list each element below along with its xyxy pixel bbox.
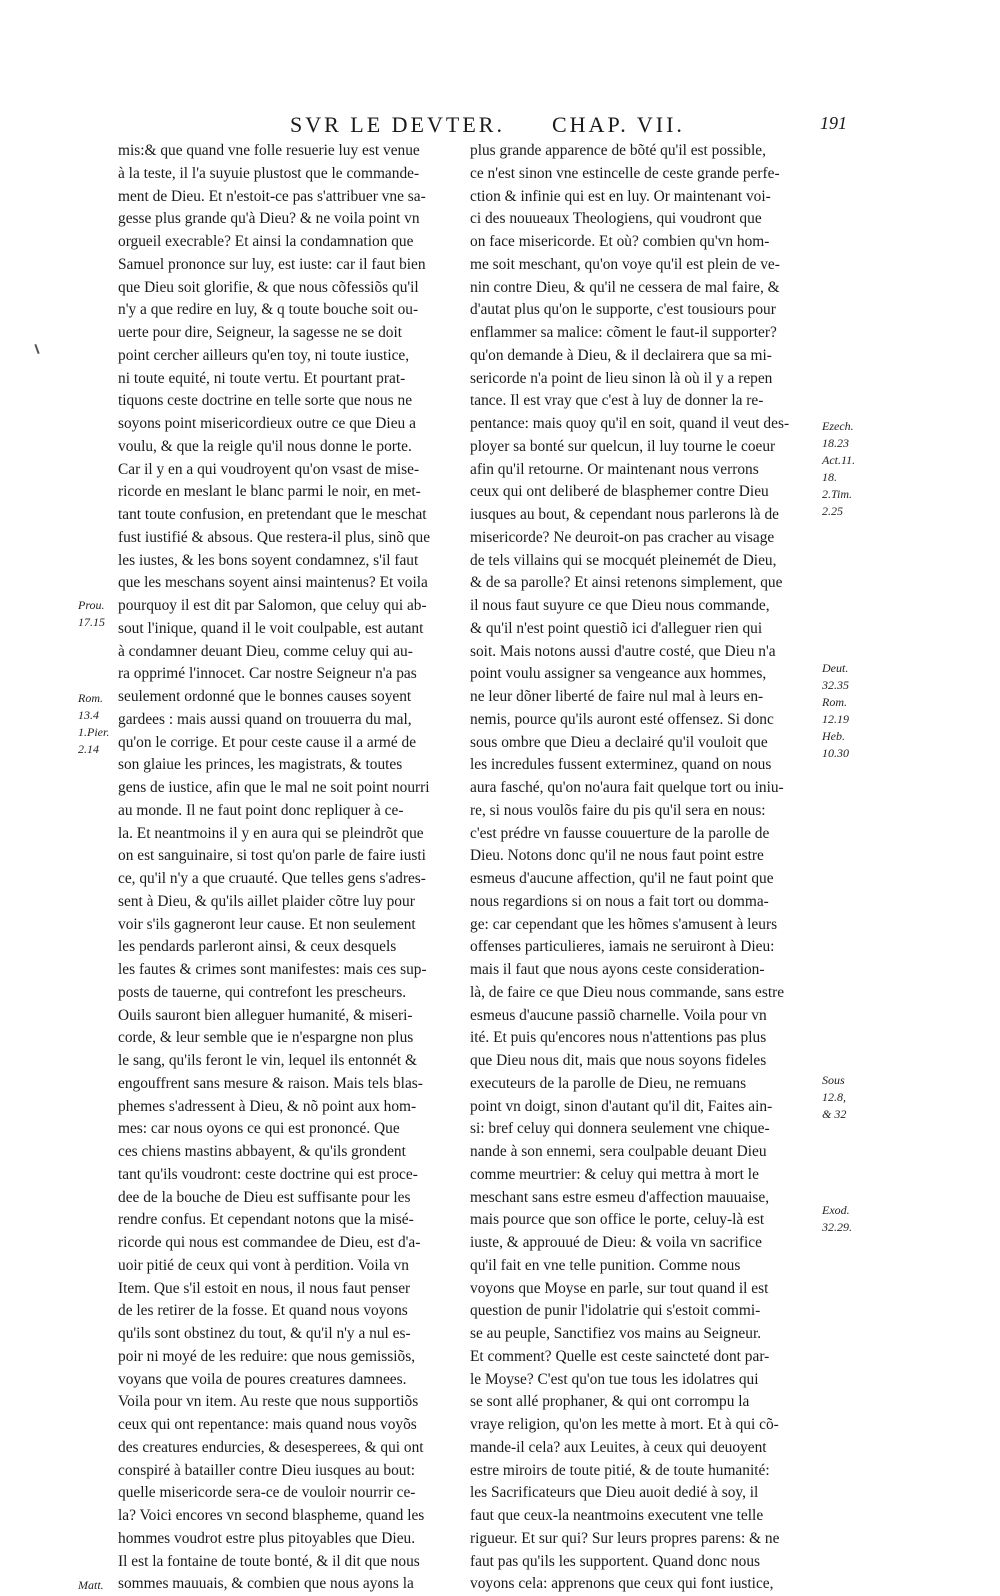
text-line: si: bref celuy qui donnera seulement vne chique- <box>470 1120 770 1138</box>
text-line: des creatures endurcies, & desesperees, & qui ont <box>118 1438 424 1456</box>
text-line: qu'ils sont obstinez du tout, & qu'il n'y a nul es- <box>118 1325 411 1342</box>
text-line: le sang, qu'ils feront le vin, lequel ils entonnét & <box>118 1052 417 1069</box>
text-line: son glaiue les princes, les magistrats, & toutes <box>118 756 403 774</box>
text-line: on face misericorde. Et où? combien qu'vn hom- <box>470 233 770 250</box>
margin-note-line: 32.35 <box>822 678 849 692</box>
text-line: les iustes, & les bons soyent condamnez, s'il faut <box>118 551 419 569</box>
pen-mark <box>34 344 39 354</box>
margin-note-line: Deut. <box>822 661 849 675</box>
text-line: les pendards parleront ainsi, & ceux desquels <box>118 938 397 956</box>
text-line: que les meschans soyent ainsi maintenus? Et voila <box>118 574 428 592</box>
text-line: estre miroirs de toute pitié, & de toute humanité: <box>470 1461 770 1479</box>
text-line: Il est la fontaine de toute bonté, & il dit que nous <box>118 1552 420 1570</box>
text-line: voyans que voila de poures creatures damnees. <box>118 1370 407 1388</box>
text-line: enflammer sa malice: cõment le faut-il supporter? <box>470 324 777 341</box>
text-line: nin contre Dieu, & qu'il ne cessera de mal faire, & <box>470 278 780 296</box>
text-line: quelle misericorde sera-ce de vouloir nourrir ce- <box>118 1484 416 1502</box>
right-text-column <box>470 140 818 1596</box>
margin-note-rom <box>78 690 124 758</box>
margin-note-line: Act.11. <box>822 453 856 467</box>
margin-note-line: Prou. <box>78 598 105 612</box>
text-line: posts de tauerne, qui contrefont les prescheurs. <box>118 983 407 1001</box>
text-line: ction & infinie qui est en luy. Or maintenant voi- <box>470 187 771 205</box>
text-line: sommes mauuais, & combien que nous ayons la <box>118 1575 414 1593</box>
text-line: ployer sa bonté sur quelcun, il luy tourne le coeur <box>470 437 776 455</box>
text-line: ce n'est sinon vne estincelle de ceste grande perfe- <box>470 164 780 182</box>
text-line: hommes voudrot estre plus pitoyables que Dieu. <box>118 1529 416 1547</box>
text-line: question de punir l'idolatrie qui s'estoit commi- <box>470 1302 761 1320</box>
margin-note-exod <box>822 1202 868 1236</box>
text-line: mis:& que quand vne folle resuerie luy est venue <box>118 142 420 159</box>
text-line: pentance: mais quoy qu'il en soit, quand il veut des- <box>470 415 790 432</box>
text-line: offenses particulieres, iamais ne seruiront à Dieu: <box>470 938 775 956</box>
margin-note-line: 32.29. <box>822 1220 852 1234</box>
text-line: Voila pour vn item. Au reste que nous supportiõs <box>118 1393 419 1411</box>
margin-note-sous <box>822 1072 868 1123</box>
margin-note-line: Exod. <box>822 1203 850 1217</box>
text-line: sericorde n'a point de lieu sinon là où il y a repen <box>470 369 773 387</box>
text-line: Car il y en a qui voudroyent qu'on vsast de mise- <box>118 460 420 478</box>
text-line: d'autat plus qu'on le supporte, c'est tousiours pour <box>470 301 776 319</box>
text-line: misericorde? Ne deuroit-on pas cracher au visage <box>470 528 775 546</box>
margin-note-line: & 32 <box>822 1107 847 1121</box>
text-line: de tels villains qui se mocquét pleinemét de Dieu, <box>470 551 777 569</box>
margin-note-ezech <box>822 418 868 520</box>
margin-note-line: 18.23 <box>822 436 849 450</box>
margin-note-line: 18. <box>822 470 837 484</box>
margin-note-line: Heb. <box>822 729 845 743</box>
text-line: plus grande apparence de bõté qu'il est possible, <box>470 142 766 159</box>
margin-note-line: 12.19 <box>822 712 849 726</box>
text-line: de les retirer de la fosse. Et quand nous voyons <box>118 1302 408 1320</box>
text-line: sout l'inique, quand il le voit coulpable, est autant <box>118 619 424 637</box>
text-line: ne leur dõner liberté de faire nul mal à leurs en- <box>470 688 764 705</box>
text-line: gens de iustice, afin que le mal ne soit point nourri <box>118 779 430 796</box>
text-line: mande-il cela? aux Leuites, à ceux qui deuoyent <box>470 1438 767 1456</box>
margin-note-line: 10.30 <box>822 746 849 760</box>
margin-note-deut <box>822 660 868 762</box>
text-line: faut que ceux-la neantmoins executent vne telle <box>470 1507 764 1524</box>
text-line: nande à son ennemi, sera coulpable deuant Dieu <box>470 1143 767 1160</box>
text-line: Dieu. Notons donc qu'il ne nous faut point estre <box>470 847 764 865</box>
text-line: me soit meschant, qu'on voye qu'il est plein de ve- <box>470 255 780 273</box>
text-line: uerte pour dire, Seigneur, la sagesse ne se doit <box>118 324 403 341</box>
text-line: ricorde en meslant le blanc parmi le noir, en met- <box>118 483 421 501</box>
text-line: soit. Mais notons aussi d'autre costé, que Dieu n'a <box>470 642 776 660</box>
margin-note-line: 2.25 <box>822 504 843 518</box>
text-line: ra opprimé l'innocet. Car nostre Seigneur n'a pas <box>118 665 417 683</box>
text-line: il nous faut suyure ce que Dieu nous commande, <box>470 597 770 614</box>
text-line: dee de la bouche de Dieu est suffisante pour les <box>118 1188 411 1206</box>
text-line: Item. Que s'il estoit en nous, il nous faut penser <box>118 1279 411 1297</box>
text-line: comme meurtrier: & celuy qui mettra à mort le <box>470 1165 759 1183</box>
text-line: rigueur. Et sur qui? Sur leurs propres parens: & ne <box>470 1529 780 1547</box>
margin-note-line: Rom. <box>822 695 847 709</box>
text-line: faut pas qu'ils les supportent. Quand donc nous <box>470 1552 761 1570</box>
text-line: qu'on demande à Dieu, & il declairera que sa mi- <box>470 346 772 364</box>
margin-note-line: Matt. <box>78 1578 104 1592</box>
text-line: rendre confus. Et cependant notons que la misé- <box>118 1211 414 1229</box>
margin-note-line: 2.Tim. <box>822 487 853 501</box>
text-line: les Sacrificateurs que Dieu auoit dedié à soy, il <box>470 1484 759 1502</box>
text-line: à la teste, il l'a suyuie plustost que le commande- <box>118 164 420 182</box>
text-line: ricorde qui nous est commandee de Dieu, est d'a- <box>118 1234 421 1251</box>
text-line: ge: car cependant que les hõmes s'amusent à leurs <box>470 915 778 933</box>
text-line: phemes s'adressent à Dieu, & nõ point aux hom- <box>118 1097 417 1115</box>
text-line: la? Voici encores vn second blaspheme, quand les <box>118 1507 425 1524</box>
chapter-heading: CHAP. VII. <box>552 112 685 137</box>
text-line: executeurs de la parolle de Dieu, ne remuans <box>470 1074 747 1092</box>
left-text-column <box>118 140 470 1596</box>
text-line: tiquons ceste doctrine en telle sorte que nous ne <box>118 392 413 410</box>
text-line: meschant sans estre esmeu d'affection mauuaise, <box>470 1188 770 1206</box>
text-line: & de sa parolle? Et ainsi retenons simplement, que <box>470 574 783 592</box>
text-line: re, si nous voulõs faire du pis qu'il sera en nous: <box>470 801 766 819</box>
text-line: seulement ordonné que le bonnes causes soyent <box>118 688 412 705</box>
text-line: orgueil execrable? Et ainsi la condamnation que <box>118 233 414 250</box>
text-line: ces chiens mastins abbayent, & qu'ils grondent <box>118 1143 406 1160</box>
text-line: voulu, & que la reigle qu'il nous donne le porte. <box>118 437 412 455</box>
margin-note-line: 13.4 <box>78 708 99 722</box>
text-line: mais il faut que nous ayons ceste consideration- <box>470 961 765 978</box>
text-line: qu'il fait en vne telle punition. Comme nous <box>470 1256 741 1274</box>
running-head <box>290 112 830 142</box>
text-line: la. Et neantmoins il y en aura qui se pleindrõt que <box>118 824 424 842</box>
text-line: voyons que Moyse en parle, sur tout quand il est <box>470 1279 769 1297</box>
text-line: point voulu assigner sa vengeance aux hommes, <box>470 665 767 683</box>
text-line: fust iustifié & absous. Que restera-il plus, sinõ que <box>118 528 431 546</box>
margin-note-line: Ezech. <box>822 419 854 433</box>
text-line: ceux qui ont repentance: mais quand nous voyõs <box>118 1416 417 1433</box>
text-line: gesse plus grande qu'à Dieu? & ne voila point vn <box>118 210 420 228</box>
text-line: le Moyse? C'est qu'on tue tous les idolatres qui <box>470 1370 759 1388</box>
text-line: Et comment? Quelle est ceste saincteté dont par- <box>470 1347 770 1365</box>
text-line: conspiré à batailler contre Dieu iusques au bout: <box>118 1461 416 1479</box>
text-line: n'y a que redire en luy, & q toute bouche soit ou- <box>118 301 419 319</box>
text-line: tant toute confusion, en pretendant que le meschat <box>118 506 427 523</box>
text-line: c'est prédre vn fausse couuerture de la parolle de <box>470 824 770 842</box>
text-line: mais pource que son office le porte, celuy-là est <box>470 1211 765 1229</box>
text-line: que Dieu nous dit, mais que nous soyons fideles <box>470 1052 767 1069</box>
text-line: tance. Il est vray que c'est à luy de donner la re- <box>470 392 764 410</box>
text-line: qu'on le corrige. Et pour ceste cause il a armé de <box>118 733 417 751</box>
text-line: là, de faire ce que Dieu nous commande, sans estre <box>470 983 785 1001</box>
text-line: Samuel prononce sur luy, est iuste: car il faut bien <box>118 255 426 273</box>
text-line: nemis, pource qu'ils auront esté offensez. Si donc <box>470 710 774 728</box>
text-line: voyons cela: apprenons que ceux qui font iustice, <box>470 1575 774 1593</box>
text-line: ci des nouueaux Theologiens, qui voudront que <box>470 210 762 228</box>
text-line: afin qu'il retourne. Or maintenant nous verrons <box>470 460 759 478</box>
margin-note-line: 17.15 <box>78 615 105 629</box>
text-line: ceux qui ont deliberé de blasphemer contre Dieu <box>470 483 769 501</box>
text-line: gardees : mais aussi quand on trouuerra du mal, <box>118 710 412 728</box>
text-line: aura fasché, qu'on no'aura fait quelque tort ou iniu- <box>470 779 784 796</box>
text-line: esmeus d'aucune passiõ charnelle. Voila pour vn <box>470 1006 767 1024</box>
text-line: au monde. Il ne faut point donc repliquer à ce- <box>118 801 404 819</box>
text-line: iuste, & approuué de Dieu: & voila vn sacrifice <box>470 1234 762 1251</box>
margin-note-prov <box>78 597 124 631</box>
text-line: mes: car nous oyons ce qui est prononcé. Que <box>118 1120 400 1138</box>
margin-note-line: Sous <box>822 1073 845 1087</box>
text-line: & qu'il n'est point questiõ ici d'alleguer rien qui <box>470 619 763 637</box>
text-line: les incredules fussent exterminez, quand on nous <box>470 756 772 774</box>
margin-note-matt <box>78 1577 124 1594</box>
text-line: nous regardions si on nous a fait tort ou domma- <box>470 892 769 910</box>
text-line: ni toute equité, ni toute vertu. Et pourtant prat- <box>118 369 406 387</box>
text-line: ment de Dieu. Et n'estoit-ce pas s'attribuer vne sa- <box>118 187 426 205</box>
text-line: tant qu'ils voudront: ceste doctrine qui est proce- <box>118 1165 418 1183</box>
text-line: pourquoy il est dit par Salomon, que celuy qui ab- <box>118 597 427 614</box>
text-line: esmeus d'aucune affection, qu'il ne faut point que <box>470 870 774 887</box>
text-line: sous ombre que Dieu a declairé qu'il vouloit que <box>470 733 768 751</box>
text-line: que Dieu soit glorifie, & que nous cõfessiõs qu'il <box>118 278 419 296</box>
text-line: voir s'ils gagneront leur cause. Et non seulement <box>118 915 416 933</box>
margin-note-line: 1.Pier. <box>78 725 110 739</box>
text-line: iusques au bout, & cependant nous parlerons là de <box>470 506 780 523</box>
running-title: SVR LE DEVTER. <box>290 112 505 137</box>
text-line: se au peuple, Sanctifiez vos mains au Seigneur. <box>470 1325 762 1342</box>
text-line: poir ni moyé de les reduire: que nous gemissiõs, <box>118 1347 416 1365</box>
text-line: vraye religion, qu'on les mette à mort. Et à qui cõ- <box>470 1416 779 1433</box>
text-line: se sont allé prophaner, & qui ont corrompu la <box>470 1393 750 1411</box>
text-line: Ouils sauront bien alleguer humanité, & miseri- <box>118 1006 413 1024</box>
text-line: engouffrent sans mesure & raison. Mais tels blas- <box>118 1074 423 1092</box>
text-line: on est sanguinaire, si tost qu'on parle de faire iusti <box>118 847 426 865</box>
text-line: ce, qu'il n'y a que cruauté. Que telles gens s'adres- <box>118 870 426 887</box>
text-line: point cercher ailleurs qu'en toy, ni toute iustice, <box>118 346 410 364</box>
text-line: soyons point misericordieux outre ce que Dieu a <box>118 415 416 432</box>
text-line: à condamner deuant Dieu, comme celuy qui au- <box>118 642 413 660</box>
text-line: corde, & leur semble que ie n'espargne non plus <box>118 1029 414 1047</box>
page-number: 191 <box>820 113 847 133</box>
margin-note-line: 12.8, <box>822 1090 846 1104</box>
text-line: ité. Et puis qu'encores nous n'attentions pas plus <box>470 1029 767 1047</box>
margin-note-line: 2.14 <box>78 742 99 756</box>
text-line: uoir pitié de ceux qui vont à perdition. Voila vn <box>118 1256 409 1274</box>
text-line: point vn doigt, sinon d'autant qu'il dit, Faites ain- <box>470 1097 773 1115</box>
text-line: les fautes & crimes sont manifestes: mais ces sup- <box>118 961 427 978</box>
margin-note-line: Rom. <box>78 691 103 705</box>
text-line: sent à Dieu, & qu'ils aillet plaider cõtre luy pour <box>118 892 415 910</box>
